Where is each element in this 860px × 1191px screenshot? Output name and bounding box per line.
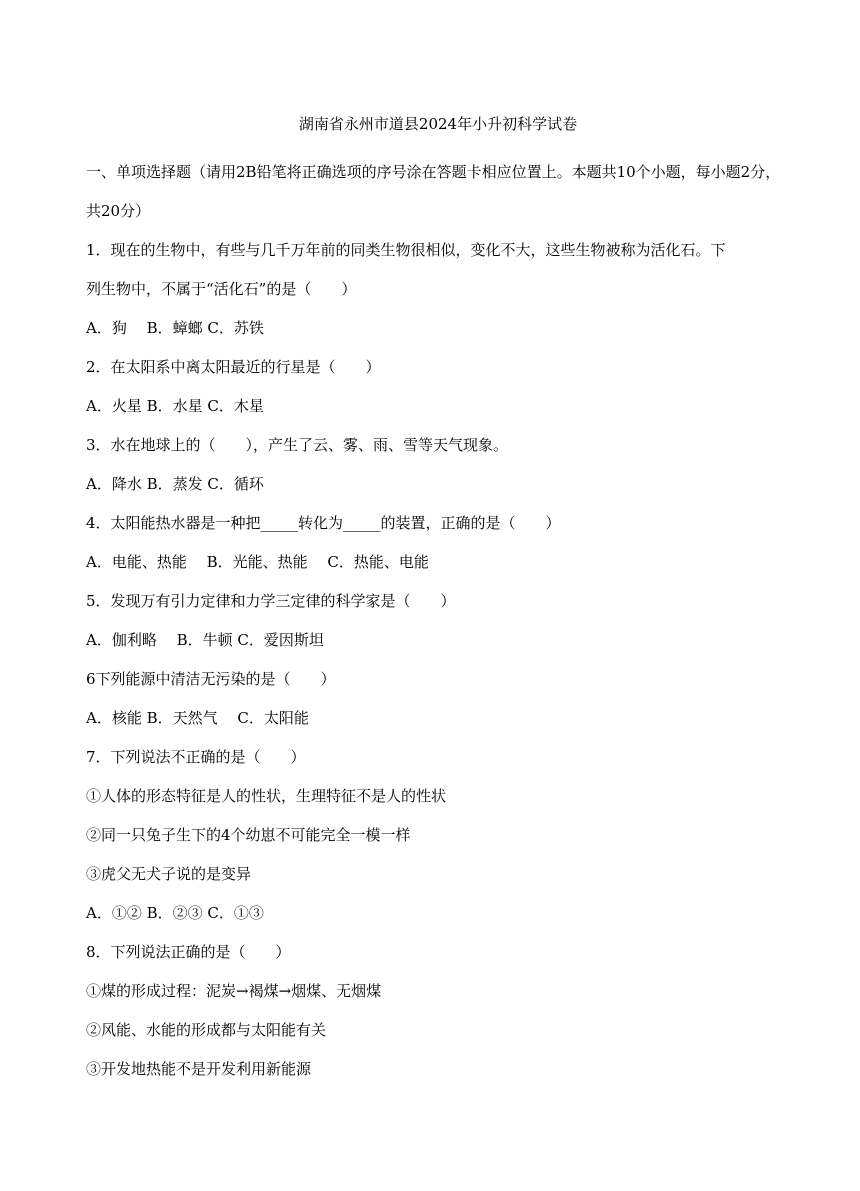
statement-line: ①人体的形态特征是人的性状，生理特征不是人的性状 [86,787,447,805]
exam-title: 湖南省永州市道县2024年小升初科学试卷 [298,115,578,133]
question-line: 4．太阳能热水器是一种把_____转化为_____的装置，正确的是（ ） [86,514,561,532]
answer-options: A．电能、热能 B．光能、热能 C．热能、电能 [86,553,429,571]
question-line: 3．水在地球上的（ ），产生了云、雾、雨、雪等天气现象。 [86,436,509,454]
statement-line: ③虎父无犬子说的是变异 [86,865,252,883]
answer-options: A．火星 B．水星 C．木星 [86,397,264,415]
question-line: 6下列能源中清洁无污染的是（ ） [86,670,336,688]
question-line: 7．下列说法不正确的是（ ） [86,748,306,766]
answer-options: A．狗 B．蟑螂 C．苏铁 [86,319,264,337]
statement-line: ②风能、水能的形成都与太阳能有关 [86,1021,327,1039]
section-heading: 一、单项选择题（请用2B铅笔将正确选项的序号涂在答题卡相应位置上。本题共10个小题，每小题2分，共20分） [86,163,781,220]
answer-options: A．核能 B．天然气 C．太阳能 [86,709,309,727]
question-line: 2．在太阳系中离太阳最近的行星是（ ） [86,358,381,376]
question-list [86,231,790,1089]
question-line: 列生物中，不属于“活化石”的是（ ） [86,280,357,298]
answer-options: A．降水 B．蒸发 C．循环 [86,475,264,493]
question-line: 8．下列说法正确的是（ ） [86,943,291,961]
answer-options: A．伽利略 B．牛顿 C．爱因斯坦 [86,631,324,649]
question-line: 1．现在的生物中，有些与几千万年前的同类生物很相似，变化不大，这些生物被称为活化石。下 [86,241,726,259]
statement-line: ①煤的形成过程：泥炭→褐煤→烟煤、无烟煤 [86,982,382,1000]
question-line: 5．发现万有引力定律和力学三定律的科学家是（ ） [86,592,456,610]
answer-options: A．①② B．②③ C．①③ [86,904,264,922]
statement-line: ②同一只兔子生下的4个幼崽不可能完全一模一样 [86,826,411,844]
statement-line: ③开发地热能不是开发利用新能源 [86,1060,312,1078]
